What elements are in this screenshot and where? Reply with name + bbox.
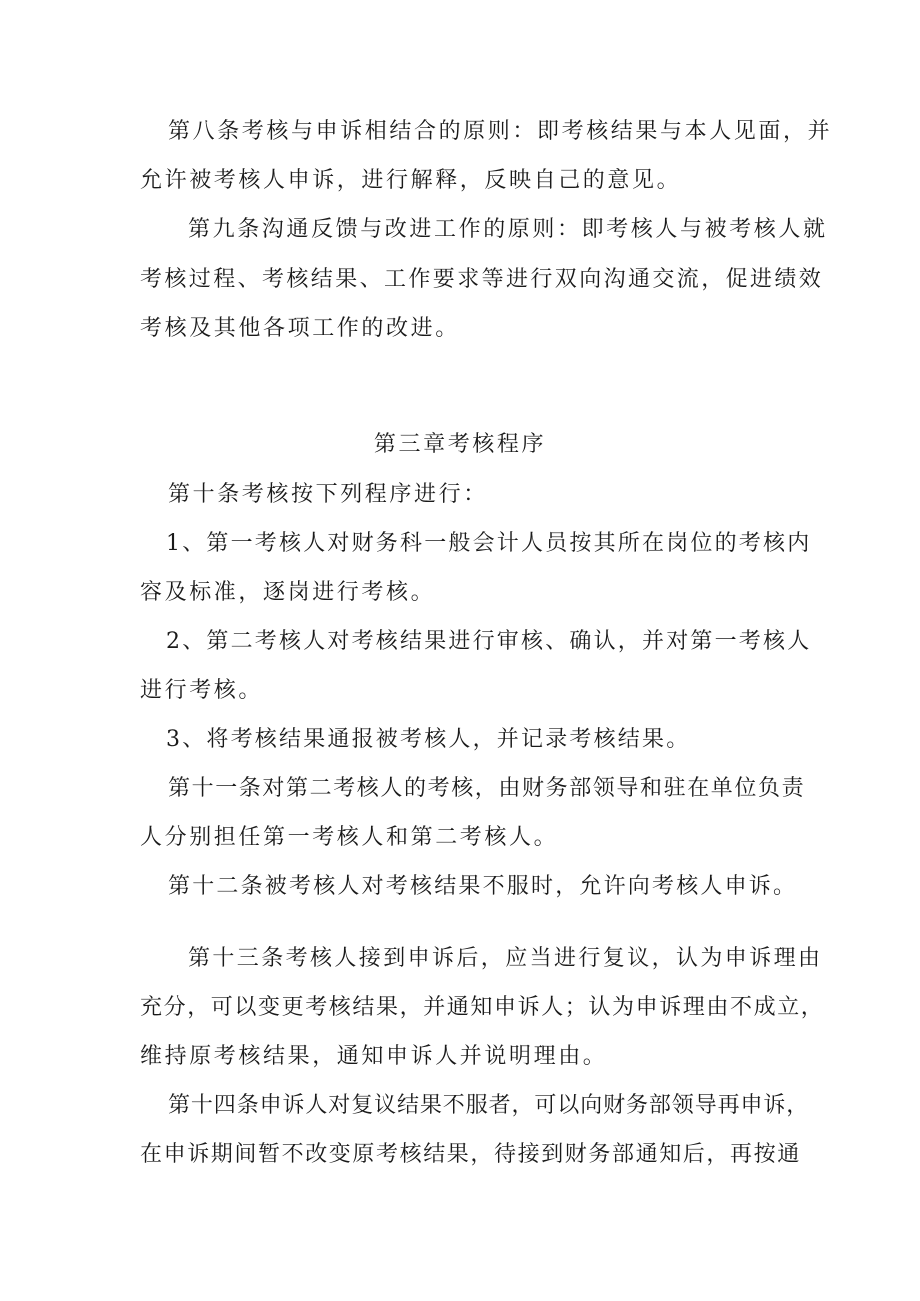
chapter-3-title: 第三章考核程序 [373,432,547,457]
article-9-line-3: 考核及其他各项工作的改进。 [140,316,460,341]
article-13-line-2: 充分，可以变更考核结果，并通知申诉人；认为申诉理由不成立， [140,995,825,1020]
article-10-line-1: 第十条考核按下列程序进行： [168,482,488,507]
article-10-item-2-line-2: 进行考核。 [140,678,264,703]
article-10-item-3: 3、将考核结果通报被考核人，并记录考核结果。 [166,727,691,752]
article-8-line-1: 第八条考核与申诉相结合的原则：即考核结果与本人见面，并 [168,119,833,144]
article-9-line-1: 第九条沟通反馈与改进工作的原则：即考核人与被考核人就 [188,217,828,242]
article-10-item-2-line-1: 2、第二考核人对考核结果进行审核、确认，并对第一考核人 [166,629,812,654]
article-13-line-3: 维持原考核结果，通知申诉人并说明理由。 [140,1044,608,1069]
article-14-line-2: 在申诉期间暂不改变原考核结果，待接到财务部通知后，再按通 [140,1142,801,1167]
article-8-line-2: 允许被考核人申诉，进行解释，反映自己的意见。 [140,168,682,193]
article-11-line-2: 人分别担任第一考核人和第二考核人。 [140,825,559,850]
article-10-item-1-line-2: 容及标准，逐岗进行考核。 [140,580,436,605]
article-13-line-1: 第十三条考核人接到申诉后，应当进行复议，认为申诉理由 [188,946,823,971]
article-10-item-1-line-1: 1、第一考核人对财务科一般会计人员按其所在岗位的考核内 [166,531,812,556]
article-9-line-2: 考核过程、考核结果、工作要求等进行双向沟通交流，促进绩效 [140,267,824,292]
article-12: 第十二条被考核人对考核结果不服时，允许向考核人申诉。 [168,874,798,899]
article-14-line-1: 第十四条申诉人对复议结果不服者，可以向财务部领导再申诉， [168,1093,810,1118]
article-11-line-1: 第十一条对第二考核人的考核，由财务部领导和驻在单位负责 [168,776,806,801]
